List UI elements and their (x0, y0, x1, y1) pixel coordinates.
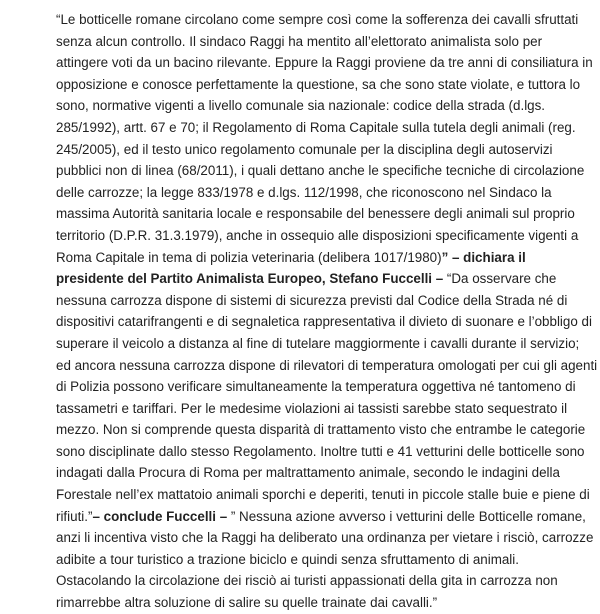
article-line: di Polizia possono verificare simultaneamente la temperatura oggettiva né tantomeno di (56, 379, 576, 395)
article-line: anzi li incentiva visto che la Raggi ha deliberato una ordinanza per vietare i risciò, carrozze (56, 530, 594, 546)
article-line: senza alcun controllo. Il sindaco Raggi ha mentito all’elettorato animalista solo per (56, 33, 543, 49)
article-line: 245/2005), ed il testo unico regolamento comunale per la disciplina degli autoservizi (56, 141, 553, 157)
speaker-attribution: – conclude Fuccelli – (92, 508, 228, 524)
article-line: delle carrozze; la legge 833/1978 e d.lgs. 112/1998, che riconoscono nel Sindaco la (56, 184, 552, 200)
article-line: “Le botticelle romane circolano come sempre così come la sofferenza dei cavalli sfruttati (56, 12, 579, 27)
article-line: ed ancora nessuna carrozza dispone di rilevatori di temperatura omologati per cui gli agenti (56, 357, 598, 373)
article-line: tassametri e tariffari. Per le medesime violazioni ai tassisti sarebbe stato sequestrato il (56, 400, 568, 416)
speaker-attribution: ” – dichiara il (441, 249, 526, 265)
article-line: pubblici non di linea (68/2011), i quali dettano anche le specifiche tecniche di circolazione (56, 163, 585, 179)
article-line: massima Autorità sanitaria locale e responsabile del benessere degli animali sul proprio (56, 206, 575, 222)
article-line: sono, normative vigenti a livello comunale sia nazionale: codice della strada (d.lgs. (56, 98, 546, 114)
article-line: sono disciplinate dallo stesso Regolamento. Inoltre tutti e 41 vetturini delle botticelle sono (56, 443, 585, 459)
article-line: rifiuti.”– conclude Fuccelli – ” Nessuna azione avverso i vetturini delle Botticelle romane, (56, 508, 586, 524)
article-line: presidente del Partito Animalista Europeo, Stefano Fuccelli – “Da osservare che (56, 271, 557, 287)
article-line: nessuna carrozza dispone di sistemi di sicurezza previsti dal Codice della Strada né di (56, 292, 568, 308)
article-line: rimarrebbe altra soluzione di salire su quelle trainate dai cavalli.” (56, 595, 438, 611)
article-line: Ostacolando la circolazione dei risciò ai turisti appassionati della gita in carrozza non (56, 573, 558, 589)
article-line: mezzo. Non si comprende questa disparità di trattamento visto che entrambe le categorie (56, 422, 586, 438)
article-line: territorio (D.P.R. 31.3.1979), anche in ossequio alle disposizioni specificamente vigenti a (56, 227, 579, 243)
article-line: indagati dalla Procura di Roma per maltrattamento animale, secondo le indagini della (56, 465, 560, 481)
article-line: Forestale nell’ex mattatoio animali sporchi e deperiti, tenuti in piccole stalle buie e piene di (56, 487, 590, 503)
article-line: 285/1992), artt. 67 e 70; il Regolamento di Roma Capitale sulla tutela degli animali (reg. (56, 119, 576, 135)
speaker-attribution: presidente del Partito Animalista Europeo, Stefano Fuccelli – (56, 271, 444, 287)
article-line: attingere voti da un bacino rilevante. Eppure la Raggi proviene da tre anni di consiliatura in (56, 55, 593, 71)
article-line: superare il veicolo a distanza al fine di tutelare maggiormente i cavalli durante il servizio; (56, 335, 580, 351)
article-line: dispositivi catarifrangenti e di segnaletica rappresentativa il divieto di suonare e l’obbligo di (56, 314, 592, 330)
article-line: Roma Capitale in tema di polizia veterinaria (delibera 1017/1980)” – dichiara il (56, 249, 526, 265)
article-line: opposizione e conosce perfettamente la questione, sa che sono state violate, e tuttora lo (56, 76, 581, 92)
article-line: adibite a tour turistico a trazione biciclo e quindi senza sfruttamento di animali. (56, 551, 519, 567)
